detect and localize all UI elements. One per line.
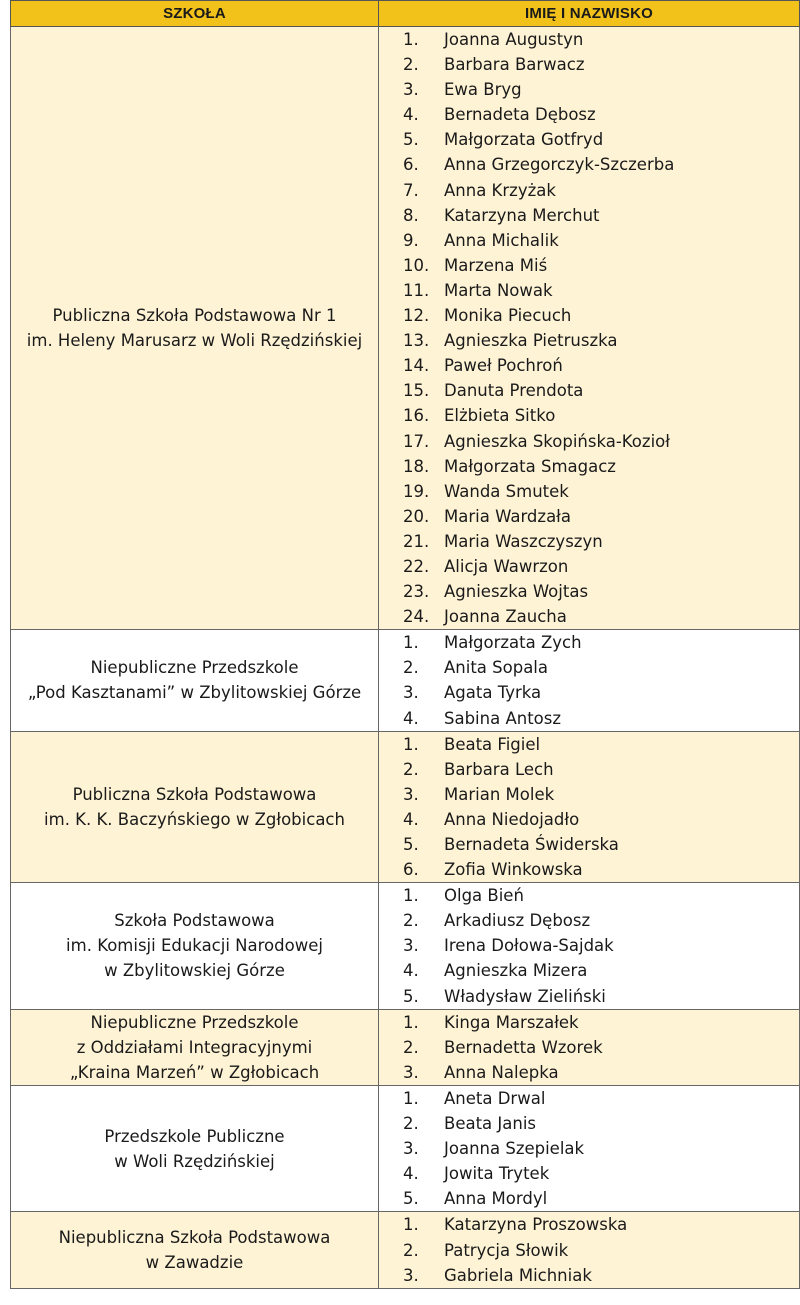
person-name: Agata Tyrka bbox=[444, 683, 542, 703]
person-name: Wanda Smutek bbox=[444, 481, 569, 501]
list-item bbox=[379, 102, 799, 127]
school-name-line: w Woli Rzędzińskiej bbox=[114, 1151, 275, 1171]
list-item-number: 12. bbox=[403, 306, 430, 326]
table-row bbox=[11, 1009, 800, 1085]
list-item-number: 2. bbox=[403, 1114, 419, 1134]
person-name: Irena Dołowa-Sajdak bbox=[444, 936, 614, 956]
person-name: Anna Michalik bbox=[444, 230, 559, 250]
list-item-number: 24. bbox=[403, 607, 430, 627]
names-cell bbox=[379, 1085, 800, 1211]
list-item-number: 6. bbox=[403, 860, 419, 880]
list-item-number: 3. bbox=[403, 80, 419, 100]
list-item bbox=[379, 353, 799, 378]
list-item bbox=[379, 1060, 799, 1085]
list-item bbox=[379, 732, 799, 757]
table-row bbox=[11, 731, 800, 883]
school-name-line: w Zbylitowskiej Górze bbox=[104, 961, 285, 981]
table-body bbox=[11, 27, 800, 1289]
list-item-number: 20. bbox=[403, 506, 430, 526]
table-row bbox=[11, 1085, 800, 1211]
list-item bbox=[379, 253, 799, 278]
list-item-number: 2. bbox=[403, 55, 419, 75]
list-item-number: 13. bbox=[403, 331, 430, 351]
list-item bbox=[379, 1035, 799, 1060]
table-row bbox=[11, 27, 800, 630]
person-name: Małgorzata Zych bbox=[444, 633, 582, 653]
list-item-number: 5. bbox=[403, 1189, 419, 1209]
person-name: Anna Mordyl bbox=[444, 1189, 548, 1209]
person-name: Arkadiusz Dębosz bbox=[444, 911, 591, 931]
school-cell bbox=[11, 1085, 379, 1211]
list-item-number: 7. bbox=[403, 180, 419, 200]
person-name: Bernadetta Wzorek bbox=[444, 1037, 603, 1057]
names-list bbox=[379, 732, 799, 883]
list-item-number: 4. bbox=[403, 105, 419, 125]
person-name: Aneta Drwal bbox=[444, 1088, 546, 1108]
person-name: Anita Sopala bbox=[444, 658, 549, 678]
school-name-line: im. Komisji Edukacji Narodowej bbox=[66, 936, 323, 956]
school-name-line: im. K. K. Baczyńskiego w Zgłobicach bbox=[44, 809, 345, 829]
person-name: Danuta Prendota bbox=[444, 381, 584, 401]
list-item bbox=[379, 429, 799, 454]
school-name-line: Szkoła Podstawowa bbox=[114, 911, 275, 931]
names-cell bbox=[379, 883, 800, 1009]
school-cell bbox=[11, 731, 379, 883]
person-name: Marian Molek bbox=[444, 784, 555, 804]
list-item-number: 22. bbox=[403, 556, 430, 576]
header-row bbox=[11, 1, 800, 27]
person-name: Elżbieta Sitko bbox=[444, 406, 556, 426]
names-cell bbox=[379, 1009, 800, 1085]
list-item bbox=[379, 655, 799, 680]
person-name: Barbara Barwacz bbox=[444, 55, 585, 75]
list-item bbox=[379, 1010, 799, 1035]
list-item bbox=[379, 883, 799, 908]
list-item bbox=[379, 630, 799, 655]
list-item-number: 8. bbox=[403, 205, 419, 225]
person-name: Małgorzata Gotfryd bbox=[444, 130, 604, 150]
school-name-line: im. Heleny Marusarz w Woli Rzędzińskiej bbox=[26, 331, 363, 351]
person-name: Beata Janis bbox=[444, 1114, 537, 1134]
names-list bbox=[379, 1086, 799, 1211]
person-name: Joanna Szepielak bbox=[444, 1139, 585, 1159]
list-item bbox=[379, 403, 799, 428]
list-item bbox=[379, 27, 799, 52]
person-name: Gabriela Michniak bbox=[444, 1265, 592, 1285]
list-item-number: 5. bbox=[403, 835, 419, 854]
person-name: Anna Niedojadło bbox=[444, 809, 580, 829]
school-name-line: Niepubliczne Przedszkole bbox=[90, 1012, 299, 1032]
person-name: Bernadeta Dębosz bbox=[444, 105, 596, 125]
names-list bbox=[379, 27, 799, 629]
list-item-number: 1. bbox=[403, 1088, 419, 1108]
list-item bbox=[379, 278, 799, 303]
list-item bbox=[379, 77, 799, 102]
person-name: Olga Bień bbox=[444, 886, 524, 906]
list-item-number: 3. bbox=[403, 683, 419, 703]
list-item bbox=[379, 228, 799, 253]
names-cell bbox=[379, 1212, 800, 1288]
school-name-line: Niepubliczna Szkoła Podstawowa bbox=[58, 1228, 331, 1248]
list-item-number: 15. bbox=[403, 381, 430, 401]
list-item-number: 4. bbox=[403, 1164, 419, 1184]
schools-table bbox=[10, 0, 800, 1289]
list-item-number: 2. bbox=[403, 1037, 419, 1057]
list-item bbox=[379, 454, 799, 479]
list-item-number: 18. bbox=[403, 456, 430, 476]
names-list bbox=[379, 630, 799, 730]
list-item-number: 1. bbox=[403, 1012, 419, 1032]
list-item bbox=[379, 782, 799, 807]
list-item-number: 1. bbox=[403, 886, 419, 906]
list-item-number: 1. bbox=[403, 633, 419, 653]
table-row bbox=[11, 630, 800, 731]
names-list bbox=[379, 1212, 799, 1287]
person-name: Joanna Zaucha bbox=[444, 607, 567, 627]
list-item bbox=[379, 1212, 799, 1237]
school-name-line: „Pod Kasztanami” w Zbylitowskiej Górze bbox=[27, 683, 362, 703]
list-item bbox=[379, 127, 799, 152]
person-name: Katarzyna Proszowska bbox=[444, 1215, 628, 1235]
list-item-number: 3. bbox=[403, 1139, 419, 1159]
person-name: Patrycja Słowik bbox=[444, 1240, 569, 1260]
list-item bbox=[379, 1186, 799, 1211]
schools-table-wrapper bbox=[10, 0, 799, 1289]
list-item-number: 9. bbox=[403, 230, 419, 250]
person-name: Zofia Winkowska bbox=[444, 860, 583, 880]
list-item bbox=[379, 706, 799, 731]
list-item-number: 1. bbox=[403, 30, 419, 49]
person-name: Marzena Miś bbox=[444, 255, 548, 275]
person-name: Agnieszka Skopińska-Kozioł bbox=[444, 431, 670, 451]
person-name: Anna Grzegorczyk-Szczerba bbox=[444, 155, 675, 175]
list-item-number: 2. bbox=[403, 759, 419, 779]
person-name: Małgorzata Smagacz bbox=[444, 456, 616, 476]
list-item-number: 19. bbox=[403, 481, 430, 501]
list-item bbox=[379, 328, 799, 353]
list-item bbox=[379, 807, 799, 832]
person-name: Ewa Bryg bbox=[444, 80, 522, 100]
school-name-line: Niepubliczne Przedszkole bbox=[90, 658, 299, 678]
names-cell bbox=[379, 630, 800, 731]
school-cell bbox=[11, 1212, 379, 1288]
list-item bbox=[379, 958, 799, 983]
list-item bbox=[379, 604, 799, 629]
list-item bbox=[379, 1161, 799, 1186]
person-name: Maria Waszczyszyn bbox=[444, 531, 603, 551]
list-item-number: 16. bbox=[403, 406, 430, 426]
person-name: Kinga Marszałek bbox=[444, 1012, 579, 1032]
person-name: Joanna Augustyn bbox=[444, 30, 584, 49]
school-name-line: Publiczna Szkoła Podstawowa Nr 1 bbox=[52, 306, 337, 326]
list-item bbox=[379, 984, 799, 1009]
list-item bbox=[379, 303, 799, 328]
list-item bbox=[379, 832, 799, 857]
list-item-number: 2. bbox=[403, 658, 419, 678]
list-item bbox=[379, 378, 799, 403]
school-name-line: Publiczna Szkoła Podstawowa bbox=[72, 784, 317, 804]
person-name: Agnieszka Mizera bbox=[444, 961, 588, 981]
person-name: Anna Nalepka bbox=[444, 1062, 559, 1082]
header-school: SZKOŁA bbox=[11, 1, 379, 27]
person-name: Paweł Pochroń bbox=[444, 356, 563, 376]
list-item bbox=[379, 52, 799, 77]
list-item-number: 11. bbox=[403, 280, 430, 300]
table-row bbox=[11, 883, 800, 1009]
list-item-number: 3. bbox=[403, 936, 419, 956]
person-name: Katarzyna Merchut bbox=[444, 205, 600, 225]
list-item-number: 4. bbox=[403, 961, 419, 981]
header-name: IMIĘ I NAZWISKO bbox=[379, 1, 800, 27]
names-cell bbox=[379, 731, 800, 883]
school-cell bbox=[11, 883, 379, 1009]
school-name-line: z Oddziałami Integracyjnymi bbox=[76, 1037, 313, 1057]
school-cell bbox=[11, 630, 379, 731]
list-item-number: 23. bbox=[403, 582, 430, 602]
school-name-line: Przedszkole Publiczne bbox=[104, 1126, 285, 1146]
list-item bbox=[379, 1111, 799, 1136]
names-list bbox=[379, 1010, 799, 1085]
list-item bbox=[379, 1136, 799, 1161]
list-item bbox=[379, 1086, 799, 1111]
school-cell bbox=[11, 1009, 379, 1085]
person-name: Jowita Trytek bbox=[444, 1164, 550, 1184]
list-item-number: 6. bbox=[403, 155, 419, 175]
person-name: Barbara Lech bbox=[444, 759, 554, 779]
list-item-number: 2. bbox=[403, 911, 419, 931]
list-item-number: 4. bbox=[403, 809, 419, 829]
list-item-number: 17. bbox=[403, 431, 430, 451]
list-item bbox=[379, 479, 799, 504]
list-item bbox=[379, 757, 799, 782]
person-name: Alicja Wawrzon bbox=[444, 556, 569, 576]
person-name: Władysław Zieliński bbox=[444, 986, 606, 1006]
person-name: Agnieszka Wojtas bbox=[444, 582, 589, 602]
list-item bbox=[379, 1263, 799, 1288]
list-item-number: 3. bbox=[403, 1062, 419, 1082]
list-item bbox=[379, 1238, 799, 1263]
list-item bbox=[379, 680, 799, 705]
list-item bbox=[379, 933, 799, 958]
list-item-number: 2. bbox=[403, 1240, 419, 1260]
list-item-number: 5. bbox=[403, 130, 419, 150]
list-item bbox=[379, 152, 799, 177]
list-item-number: 3. bbox=[403, 784, 419, 804]
list-item bbox=[379, 857, 799, 882]
list-item-number: 21. bbox=[403, 531, 430, 551]
person-name: Agnieszka Pietruszka bbox=[444, 331, 618, 351]
list-item bbox=[379, 579, 799, 604]
list-item bbox=[379, 504, 799, 529]
school-cell bbox=[11, 27, 379, 630]
list-item-number: 4. bbox=[403, 708, 419, 728]
list-item bbox=[379, 554, 799, 579]
names-list bbox=[379, 883, 799, 1008]
school-name-line: w Zawadzie bbox=[145, 1253, 244, 1273]
table-row bbox=[11, 1212, 800, 1288]
person-name: Maria Wardzała bbox=[444, 506, 571, 526]
list-item-number: 3. bbox=[403, 1265, 419, 1285]
person-name: Sabina Antosz bbox=[444, 708, 562, 728]
school-name-line: „Kraina Marzeń” w Zgłobicach bbox=[69, 1062, 320, 1082]
list-item-number: 10. bbox=[403, 255, 430, 275]
list-item-number: 1. bbox=[403, 734, 419, 754]
person-name: Monika Piecuch bbox=[444, 306, 572, 326]
list-item bbox=[379, 908, 799, 933]
list-item-number: 1. bbox=[403, 1215, 419, 1235]
person-name: Beata Figiel bbox=[444, 734, 541, 754]
list-item-number: 5. bbox=[403, 986, 419, 1006]
list-item bbox=[379, 529, 799, 554]
list-item bbox=[379, 178, 799, 203]
person-name: Bernadeta Świderska bbox=[444, 835, 619, 854]
person-name: Marta Nowak bbox=[444, 280, 553, 300]
names-cell bbox=[379, 27, 800, 630]
list-item bbox=[379, 203, 799, 228]
list-item-number: 14. bbox=[403, 356, 430, 376]
person-name: Anna Krzyżak bbox=[444, 180, 556, 200]
